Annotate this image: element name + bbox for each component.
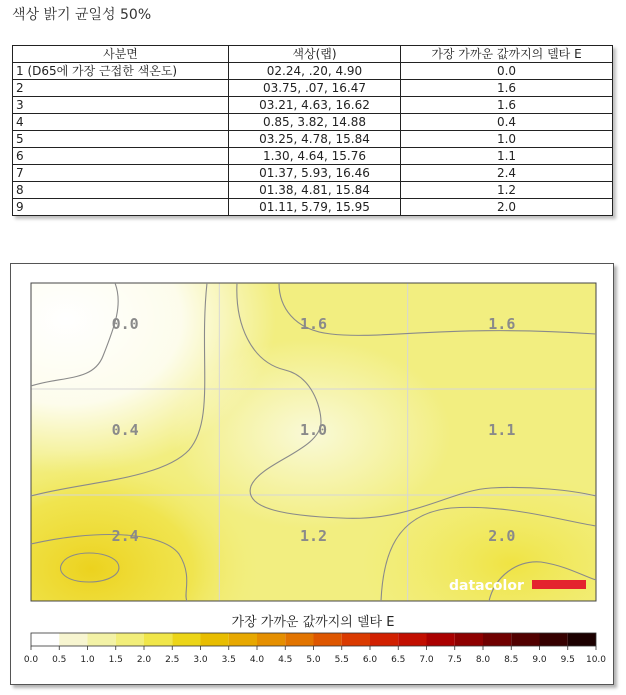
- quadrant-value-label: 2.0: [488, 527, 516, 545]
- table-row: [13, 148, 613, 165]
- scale-tick-label: 8.5: [504, 655, 519, 665]
- lab-cell: 03.75, .07, 16.47: [229, 80, 401, 97]
- scale-swatch: [511, 633, 539, 646]
- datacolor-logo-bar: [532, 580, 586, 589]
- scale-tick-label: 3.0: [193, 655, 208, 665]
- quadrant-value-label: 2.4: [111, 527, 139, 545]
- lab-cell: 01.37, 5.93, 16.46: [229, 165, 401, 182]
- table-row: [13, 63, 613, 80]
- quadrant-cell: 2: [13, 80, 229, 97]
- table-row: [13, 182, 613, 199]
- quadrant-value-label: 0.4: [111, 421, 139, 439]
- scale-tick-label: 1.0: [80, 655, 95, 665]
- scale-tick-label: 8.0: [475, 655, 491, 665]
- scale-tick-label: 2.5: [165, 655, 180, 665]
- table-row: [13, 114, 613, 131]
- scale-tick-label: 4.5: [278, 655, 293, 665]
- delta-e-cell: 2.0: [401, 199, 613, 216]
- scale-tick-label: 6.5: [391, 655, 406, 665]
- table-row: [13, 165, 613, 182]
- uniformity-chart-frame: [10, 263, 614, 685]
- lab-cell: 01.38, 4.81, 15.84: [229, 182, 401, 199]
- lab-cell: 1.30, 4.64, 15.76: [229, 148, 401, 165]
- scale-tick-label: 9.5: [560, 655, 575, 665]
- delta-e-cell: 0.0: [401, 63, 613, 80]
- scale-swatch: [455, 633, 483, 646]
- table-row: [13, 199, 613, 216]
- datacolor-wordmark: datacolor: [449, 578, 524, 594]
- table-header-row: [13, 46, 613, 63]
- quadrant-cell: 6: [13, 148, 229, 165]
- quadrant-value-label: 1.6: [488, 315, 516, 333]
- scale-title: 가장 가까운 값까지의 델타 E: [231, 615, 395, 630]
- scale-swatch: [59, 633, 87, 646]
- lab-cell: 0.85, 3.82, 14.88: [229, 114, 401, 131]
- scale-tick-label: 10.0: [585, 655, 607, 665]
- quadrant-cell: 3: [13, 97, 229, 114]
- delta-e-cell: 1.6: [401, 80, 613, 97]
- lab-cell: 01.11, 5.79, 15.95: [229, 199, 401, 216]
- delta-e-cell: 1.2: [401, 182, 613, 199]
- scale-tick-label: 3.5: [221, 655, 236, 665]
- quadrant-cell: 4: [13, 114, 229, 131]
- scale-swatch: [342, 633, 370, 646]
- scale-swatch: [285, 633, 313, 646]
- uniformity-heatmap: [11, 264, 613, 684]
- delta-e-cell: 1.6: [401, 97, 613, 114]
- scale-tick-label: 4.0: [249, 655, 265, 665]
- column-header-quadrant: 사분면: [13, 46, 229, 63]
- scale-tick-label: 7.5: [447, 655, 462, 665]
- scale-tick-label: 0.5: [52, 655, 67, 665]
- scale-swatch: [116, 633, 144, 646]
- scale-tick-label: 1.5: [108, 655, 123, 665]
- scale-swatch: [398, 633, 426, 646]
- scale-swatch: [540, 633, 568, 646]
- table-row: [13, 131, 613, 148]
- scale-swatch: [31, 633, 59, 646]
- quadrant-cell: 8: [13, 182, 229, 199]
- scale-swatch: [172, 633, 200, 646]
- quadrant-cell: 1 (D65에 가장 근접한 색온도): [13, 63, 229, 80]
- scale-swatch: [427, 633, 455, 646]
- scale-swatch: [201, 633, 229, 646]
- quadrant-cell: 5: [13, 131, 229, 148]
- lab-cell: 02.24, .20, 4.90: [229, 63, 401, 80]
- scale-swatch: [229, 633, 257, 646]
- quadrant-value-label: 0.0: [111, 315, 139, 333]
- delta-e-cell: 1.1: [401, 148, 613, 165]
- column-header-delta-e: 가장 가까운 값까지의 델타 E: [401, 46, 613, 63]
- lab-cell: 03.21, 4.63, 16.62: [229, 97, 401, 114]
- scale-tick-label: 2.0: [136, 655, 152, 665]
- page-title: 색상 밝기 균일성 50%: [12, 7, 152, 23]
- delta-e-cell: 0.4: [401, 114, 613, 131]
- quadrant-value-label: 1.1: [488, 421, 516, 439]
- scale-tick-label: 7.0: [419, 655, 434, 665]
- lab-cell: 03.25, 4.78, 15.84: [229, 131, 401, 148]
- delta-e-cell: 1.0: [401, 131, 613, 148]
- quadrant-cell: 9: [13, 199, 229, 216]
- quadrant-value-label: 1.6: [299, 315, 328, 333]
- measurement-table: [12, 45, 613, 216]
- quadrant-value-label: 1.0: [299, 421, 328, 439]
- scale-tick-label: 5.5: [334, 655, 349, 665]
- column-header-lab: 색상(랩): [229, 46, 401, 63]
- color-scale-ticks: [24, 646, 606, 665]
- quadrant-value-label: 1.2: [299, 527, 328, 545]
- delta-e-cell: 2.4: [401, 165, 613, 182]
- scale-swatch: [483, 633, 511, 646]
- table-row: [13, 80, 613, 97]
- scale-swatch: [370, 633, 398, 646]
- scale-swatch: [88, 633, 116, 646]
- scale-swatch: [144, 633, 172, 646]
- scale-tick-label: 5.0: [306, 655, 321, 665]
- scale-tick-label: 9.0: [532, 655, 547, 665]
- color-scale-bar: [31, 633, 596, 646]
- scale-tick-label: 0.0: [23, 655, 39, 665]
- scale-swatch: [314, 633, 342, 646]
- scale-swatch: [568, 633, 596, 646]
- scale-swatch: [257, 633, 285, 646]
- scale-tick-label: 6.0: [362, 655, 378, 665]
- quadrant-cell: 7: [13, 165, 229, 182]
- table-row: [13, 97, 613, 114]
